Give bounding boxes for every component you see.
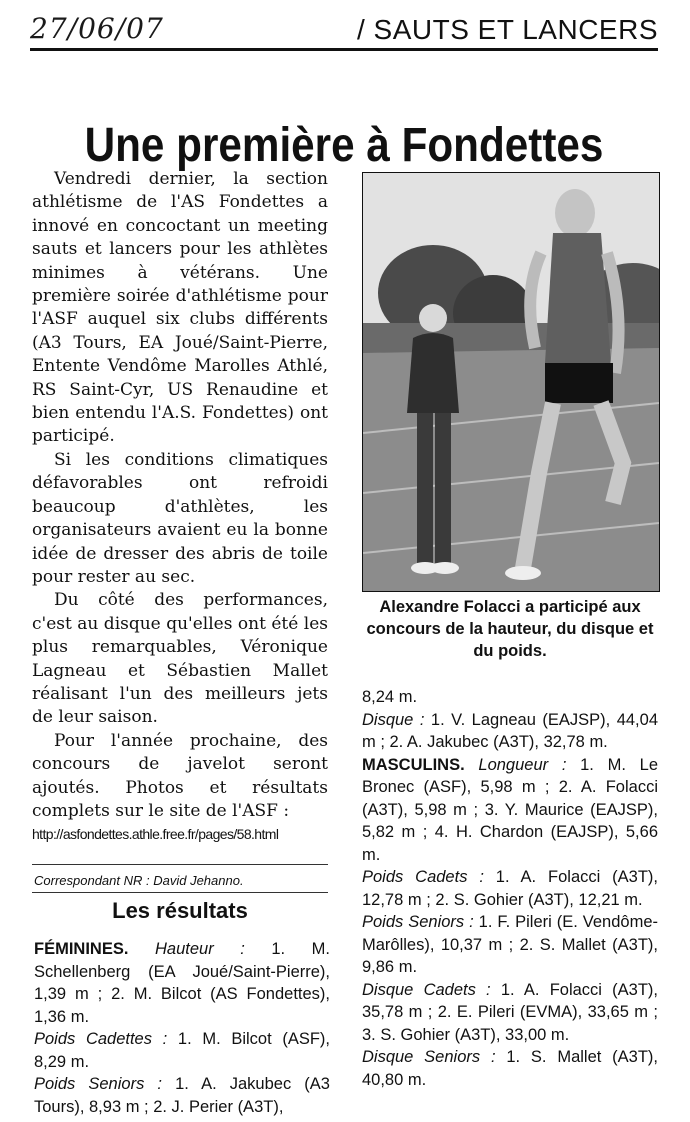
article-headline: Une première à Fondettes [84, 119, 604, 173]
event-label: Poids Seniors : [362, 913, 474, 931]
event-results: 1. V. Lagneau (EAJSP), 44,04 m ; 2. A. Jakubec (A3T), 32,78 m. [362, 710, 658, 751]
results-feminines [34, 938, 330, 1118]
event-label: Poids Cadets : [362, 868, 484, 886]
article-body [32, 168, 328, 847]
result-entry [362, 754, 658, 867]
category-label: MASCULINS. [362, 755, 465, 774]
result-entry [362, 911, 658, 979]
result-entry [362, 979, 658, 1047]
event-label: Poids Seniors : [34, 1075, 163, 1093]
event-label: Disque Seniors : [362, 1048, 496, 1066]
event-results: 8,24 m. [362, 688, 418, 706]
event-label: Disque : [362, 710, 425, 729]
club-website-url: http://asfondettes.athle.free.fr/pages/58.html [32, 826, 279, 843]
result-entry [34, 938, 330, 1028]
event-results: 1. A. Jakubec (A3 Tours), 8,93 m ; 2. J. Perier (A3T), [34, 1075, 330, 1116]
event-results: 1. A. Folacci (A3T), 35,78 m ; 2. E. Pileri (EVMA), 33,65 m ; 3. S. Gohier (A3T), 33,00 m. [362, 980, 658, 1044]
article-paragraph: Si les conditions climatiques défavorables ont refroidi beaucoup d'athlètes, les organisateurs avaient eu la bonne idée de dresser des abris de toile pour rester au sec. [32, 449, 328, 587]
result-entry [362, 709, 658, 754]
article-paragraph: Pour l'année prochaine, des concours de javelot seront ajoutés. Photos et résultats complets sur le site de l'ASF : [32, 730, 328, 821]
result-entry [362, 686, 658, 709]
event-label: Poids Cadettes : [34, 1030, 168, 1048]
handwritten-date: 27/06/07 [30, 12, 164, 45]
article-paragraph: Vendredi dernier, la section athlétisme de l'AS Fondettes a innové en concoctant un meeting sauts et lancers pour les athlètes minimes à vétérans. Une première soirée d'athlétisme pour l'ASF auquel six clubs différents (A3 Tours, EA Joué/Saint-Pierre, Entente Vendôme Marolles Athlé, RS Saint-Cyr, US Renaudine et bien entendu l'A.S. Fondettes) ont participé. [32, 169, 328, 447]
photo-caption: Alexandre Folacci a participé aux concours de la hauteur, du disque et du poids. [366, 598, 654, 660]
event-label: Disque Cadets : [362, 980, 491, 999]
athlete-photo [362, 172, 660, 592]
correspondent-credit: Correspondant NR : David Jehanno. [34, 873, 244, 888]
category-label: FÉMININES. [34, 940, 129, 958]
result-entry [34, 1028, 330, 1073]
header-rule [30, 48, 658, 51]
event-results: 1. F. Pileri (E. Vendôme-Marôlles), 10,37 m ; 2. S. Mallet (A3T), 9,86 m. [362, 913, 658, 976]
event-results: 1. S. Mallet (A3T), 40,80 m. [362, 1048, 658, 1089]
column-divider [32, 892, 328, 893]
event-label: Longueur : [478, 755, 567, 774]
event-label: Hauteur : [154, 940, 245, 958]
event-results: 1. M. Bilcot (ASF), 8,29 m. [34, 1030, 330, 1071]
event-results: 1. M. Schellenberg (EA Joué/Saint-Pierre), 1,39 m ; 2. M. Bilcot (AS Fondettes), 1,36 m. [34, 940, 330, 1026]
column-divider [32, 864, 328, 865]
result-entry [34, 1073, 330, 1118]
event-results: 1. A. Folacci (A3T), 12,78 m ; 2. S. Gohier (A3T), 12,21 m. [362, 868, 659, 909]
athlete-photo-illustration [363, 173, 659, 591]
results-title: Les résultats [112, 898, 248, 923]
event-results: 1. M. Le Bronec (ASF), 5,98 m ; 2. A. Folacci (A3T), 5,98 m ; 3. Y. Maurice (EAJSP), 5,82 m ; 4. H. Chardon (EAJSP), 5,66 m. [362, 755, 658, 864]
article-paragraph: Du côté des performances, c'est au disque qu'elles ont été les plus remarquables, Véronique Lagneau et Sébastien Mallet réalisant l'un des meilleurs jets de leur saison. [32, 590, 328, 728]
result-entry [362, 866, 658, 911]
result-entry [362, 1046, 658, 1091]
results-continued [362, 686, 658, 1091]
section-title: / SAUTS ET LANCERS [356, 14, 658, 45]
